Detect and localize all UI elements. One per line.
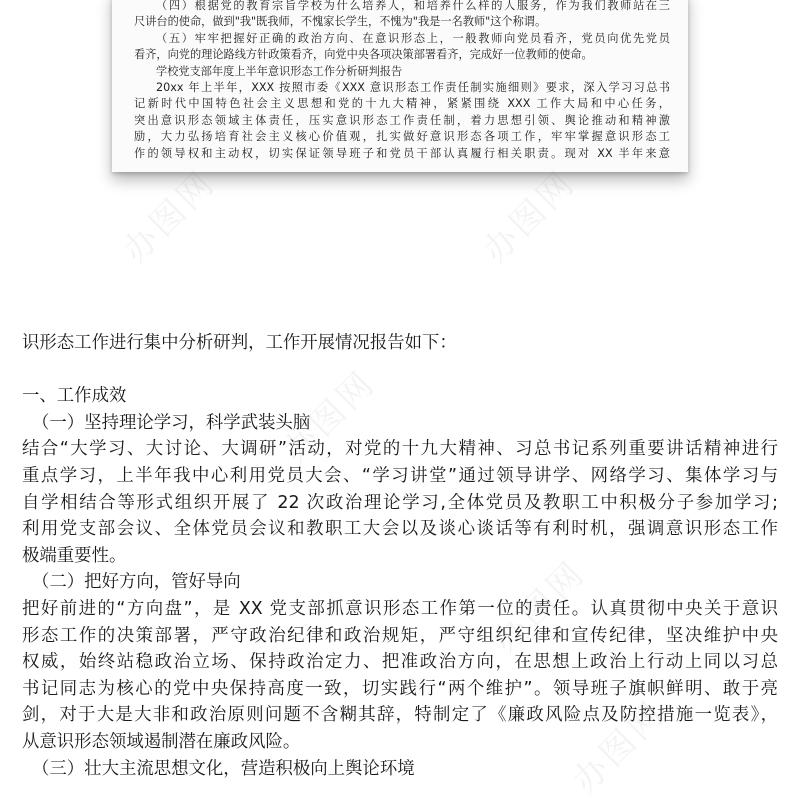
card-line: 记新时代中国特色社会主义思想和党的十九大精神，紧紧围绕 XXX 工作大局和中心任务，: [134, 97, 670, 111]
card-line: 尺讲台的使命，做到"我"既我师，不愧家长学生，不愧为"我是一名教师"这个称谓。: [134, 15, 547, 29]
card-line: 20xx 年上半年，XXX 按照市委《XXX 意识形态工作责任制实施细则》要求，深入学习习总书: [156, 81, 670, 95]
subsection-heading: （二）把好方向，管好导向: [32, 572, 241, 593]
card-line: 作的领导权和主动权，切实保证领导班子和党员干部认真履行相关职责。现对 XX 半年来意: [134, 146, 670, 160]
card-line: （四）根据党的教育宗旨学校为什么培养人，和培养什么样的人服务，作为我们教师站在三: [156, 0, 670, 12]
paragraph-line: 形态工作的决策部署，严守政治纪律和政治规矩，严守组织纪律和宣传纪律，坚决维护中央: [22, 625, 778, 646]
intro-paragraph: 识形态工作进行集中分析研判，工作开展情况报告如下：: [22, 333, 457, 353]
paragraph-line: 自学相结合等形式组织开展了 22 次政治理论学习,全体党员及教职工中积极分子参加学习;: [22, 492, 778, 513]
paragraph-line: 结合“大学习、大讨论、大调研”活动，对党的十九大精神、习总书记系列重要讲话精神进行: [22, 439, 778, 460]
paragraph-line: 利用党支部会议、全体党员会议和教职工大会以及谈心谈话等有利时机，强调意识形态工作: [22, 519, 778, 540]
watermark: 办图网: [115, 162, 224, 272]
subsection-heading: （三）壮大主流思想文化，营造积极向上舆论环境: [32, 758, 415, 779]
watermark: 办图网: [275, 362, 384, 472]
card-text-block: [134, 0, 670, 162]
section-heading: 一、工作成效: [22, 386, 127, 407]
scanned-page-card: [112, 0, 688, 172]
blank-line: [22, 357, 778, 384]
paragraph-line: 极端重要性。: [22, 545, 127, 566]
card-line: 励，大力弘扬培育社会主义核心价值观，扎实做好意识形态各项工作，牢牢掌握意识形态工: [134, 130, 670, 144]
document-body: [22, 330, 778, 782]
card-line: 看齐，向党的理论路线方针政策看齐，向党中央各项决策部署看齐，完成好一位教师的使命。: [134, 48, 593, 62]
paragraph-line: 权威，始终站稳政治立场、保持政治定力、把准政治方向，在思想上政治上行动上同以习总: [22, 652, 778, 673]
card-line: 突出意识形态领域主体责任，压实意识形态工作责任制，着力思想引领、舆论推动和精神激: [134, 113, 670, 127]
paragraph-line: 从意识形态领域遏制潜在廉政风险。: [22, 731, 301, 752]
card-heading: 学校党支部年度上半年意识形态工作分析研判报告: [156, 64, 403, 78]
subsection-heading: （一）坚持理论学习，科学武装头脑: [32, 412, 311, 433]
card-line: （五）牢牢把握好正确的政治方向、在意识形态上，一般教师向党员看齐，党员向优先党员: [156, 31, 670, 45]
watermark: 办图网: [485, 552, 594, 662]
watermark: 办图网: [475, 162, 584, 272]
watermark: 办图网: [565, 692, 674, 802]
paragraph-line: 书记同志为核心的党中央保持高度一致，切实践行“两个维护”。领导班子旗帜鲜明、敢于亮: [22, 678, 778, 699]
paragraph-line: 把好前进的“方向盘”，是 XX 党支部抓意识形态工作第一位的责任。认真贯彻中央关于意识: [22, 598, 778, 619]
paragraph-line: 重点学习，上半年我中心利用党员大会、“学习讲堂”通过领导讲学、网络学习、集体学习与: [22, 465, 778, 486]
paragraph-line: 剑，对于大是大非和政治原则问题不含糊其辞，特制定了《廉政风险点及防控措施一览表》，: [22, 705, 778, 726]
